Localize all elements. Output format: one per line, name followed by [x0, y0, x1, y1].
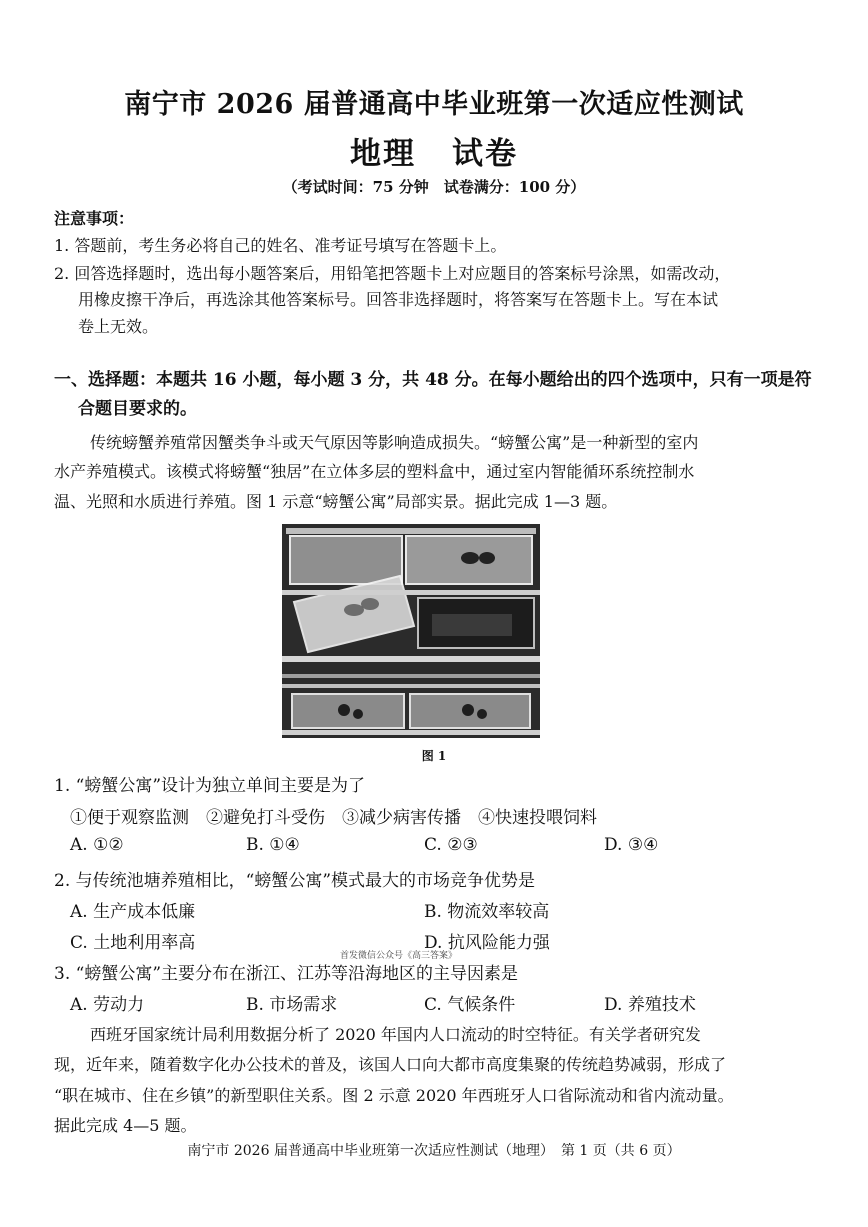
- exam-title: 南宁市 2026 届普通高中毕业班第一次适应性测试: [124, 89, 744, 120]
- q1-option-a: A. ①②: [70, 835, 124, 855]
- crab-apartment-photo: [282, 524, 540, 738]
- passage1-line3: 温、光照和水质进行养殖。图 1 示意“螃蟹公寓”局部实景。据此完成 1—3 题。: [54, 492, 618, 511]
- notice-item-2-line2: 用橡皮擦干净后，再选涂其他答案标号。回答非选择题时，将答案写在答题卡上。写在本试: [78, 290, 719, 309]
- page-footer: 南宁市 2026 届普通高中毕业班第一次适应性测试（地理） 第 1 页（共 6 页）: [187, 1143, 681, 1159]
- watermark-text: 首发微信公众号《高三答案》: [340, 951, 458, 961]
- passage2-line1: 西班牙国家统计局利用数据分析了 2020 年国内人口流动的时空特征。有关学者研究发: [90, 1025, 701, 1044]
- exam-info: （考试时间：75 分钟 试卷满分：100 分）: [282, 178, 586, 196]
- q2-option-a: A. 生产成本低廉: [70, 902, 196, 922]
- notice-item-1: 1. 答题前，考生务必将自己的姓名、准考证号填写在答题卡上。: [54, 236, 507, 255]
- q2-option-b: B. 物流效率较高: [424, 902, 550, 922]
- notice-item-2-line1: 2. 回答选择题时，选出每小题答案后，用铅笔把答题卡上对应题目的答案标号涂黑，如需改动，: [54, 264, 731, 283]
- q3-option-b: B. 市场需求: [246, 995, 338, 1015]
- notice-heading: 注意事项：: [54, 209, 135, 228]
- q1-option-d: D. ③④: [604, 835, 659, 855]
- passage2-line3: “职在城市、住在乡镇”的新型职住关系。图 2 示意 2020 年西班牙人口省际流动和省内流动量。: [54, 1086, 734, 1105]
- subject-name: 地理: [350, 136, 416, 172]
- q2-option-d: D. 抗风险能力强: [424, 933, 550, 953]
- q3-option-c: C. 气候条件: [424, 995, 516, 1015]
- section-heading-line1: 一、选择题：本题共 16 小题，每小题 3 分，共 48 分。在每小题给出的四个选项中，只有一项是符: [54, 370, 812, 390]
- subject-title: [0, 128, 868, 173]
- q1-option-b: B. ①④: [246, 835, 300, 855]
- q1-stem: 1. “螃蟹公寓”设计为独立单间主要是为了: [54, 776, 366, 796]
- q1-statements: ①便于观察监测 ②避免打斗受伤 ③减少病害传播 ④快速投喂饲料: [70, 808, 597, 828]
- q3-stem: 3. “螃蟹公寓”主要分布在浙江、江苏等沿海地区的主导因素是: [54, 964, 519, 984]
- figure1-caption: 图 1: [421, 749, 447, 763]
- section-heading-line2: 合题目要求的。: [78, 399, 197, 419]
- q2-option-c: C. 土地利用率高: [70, 933, 196, 953]
- passage2-line2: 现，近年来，随着数字化办公技术的普及，该国人口向大都市高度集聚的传统趋势减弱，形成了: [54, 1055, 727, 1074]
- q2-stem: 2. 与传统池塘养殖相比，“螃蟹公寓”模式最大的市场竞争优势是: [54, 871, 536, 891]
- q3-option-d: D. 养殖技术: [604, 995, 696, 1015]
- q1-option-c: C. ②③: [424, 835, 478, 855]
- notice-item-2-line3: 卷上无效。: [78, 317, 159, 336]
- q3-option-a: A. 劳动力: [70, 995, 145, 1015]
- passage1-line1: 传统螃蟹养殖常因蟹类争斗或天气原因等影响造成损失。“螃蟹公寓”是一种新型的室内: [90, 433, 699, 452]
- paper-label: 试卷: [452, 136, 518, 172]
- passage1-line2: 水产养殖模式。该模式将螃蟹“独居”在立体多层的塑料盒中，通过室内智能循环系统控制水: [54, 462, 695, 481]
- passage2-line4: 据此完成 4—5 题。: [54, 1116, 197, 1135]
